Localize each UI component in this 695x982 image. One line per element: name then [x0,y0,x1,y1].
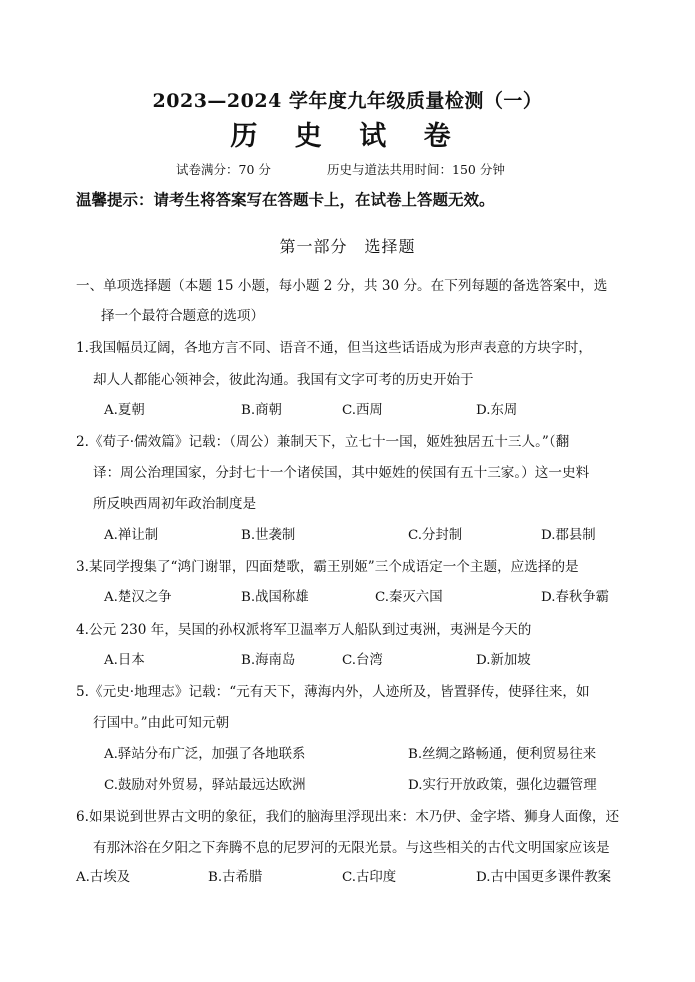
exam-time: 历史与道法共用时间：150 分钟 [327,162,505,177]
question-line: 行国中。”由此可知元朝 [93,715,230,731]
question-line: 3.某同学搜集了“鸿门谢罪，四面楚歌，霸王别姬”三个成语定一个主题，应选择的是 [76,559,579,575]
question-line: 所反映西周初年政治制度是 [93,496,257,512]
option: C.鼓励对外贸易，驿站最远达欧洲 [104,778,306,793]
option: D.郡县制 [541,528,596,543]
option: C.古印度 [342,870,397,885]
option: A.古埃及 [76,870,131,885]
exam-title: 2023—2024 学年度九年级质量检测（一） [152,90,543,112]
question-line: 6.如果说到世界古文明的象征，我们的脑海里浮现出来：木乃伊、金字塔、狮身人面像，还 [76,809,620,825]
question-line: 有那沐浴在夕阳之下奔腾不息的尼罗河的无限光景。与这些相关的古代文明国家应该是 [93,840,610,856]
reminder-tip: 温馨提示：请考生将答案写在答题卡上，在试卷上答题无效。 [76,190,495,209]
question-line: 1.我国幅员辽阔，各地方言不同、语音不通，但当这些话语成为形声表意的方块字时， [76,340,592,356]
question-line: 译：周公治理国家，分封七十一个诸侯国，其中姬姓的侯国有五十三家。）这一史料 [93,465,590,481]
option: C.西周 [342,403,383,418]
option: A.日本 [104,653,145,668]
option: D.春秋争霸 [541,590,610,605]
question-line: 2.《荀子·儒效篇》记载：（周公）兼制天下，立七十一国，姬姓独居五十三人。”（翻 [76,434,570,450]
option: C.分封制 [408,528,463,543]
option: A.禅让制 [104,528,159,543]
option: B.海南岛 [241,653,296,668]
instructions-line: 择一个最符合题意的选项） [101,308,265,324]
option: A.楚汉之争 [104,590,172,605]
exam-subject-title: 历 史 试 卷 [230,121,465,152]
question-line: 5.《元史·地理志》记载：“元有天下，薄海内外，人迹所及，皆置驿传，使驿往来，如 [76,684,590,700]
option: D.东周 [476,403,518,418]
option: D.新加坡 [476,653,531,668]
full-score: 试卷满分：70 分 [176,162,271,177]
option: D.古中国更多课件教案 [476,870,612,885]
option: A.驿站分布广泛，加强了各地联系 [104,747,306,762]
option: D.实行开放政策，强化边疆管理 [408,778,597,793]
option: C.秦灭六国 [375,590,443,605]
option: C.台湾 [342,653,383,668]
question-line: 4.公元 230 年，吴国的孙权派将军卫温率万人船队到过夷洲，夷洲是今天的 [76,622,532,638]
option: B.商朝 [241,403,282,418]
option: A.夏朝 [104,403,145,418]
option: B.战国称雄 [241,590,309,605]
question-line: 却人人都能心领神会，彼此沟通。我国有文字可考的历史开始于 [93,372,474,388]
option: B.丝绸之路畅通，便利贸易往来 [408,747,597,762]
instructions-line: 一、单项选择题（本题 15 小题，每小题 2 分，共 30 分。在下列每题的备选答案中，选 [76,278,608,294]
option: B.世袭制 [241,528,296,543]
option: B.古希腊 [208,870,263,885]
section-title: 第一部分 选择题 [279,237,416,256]
